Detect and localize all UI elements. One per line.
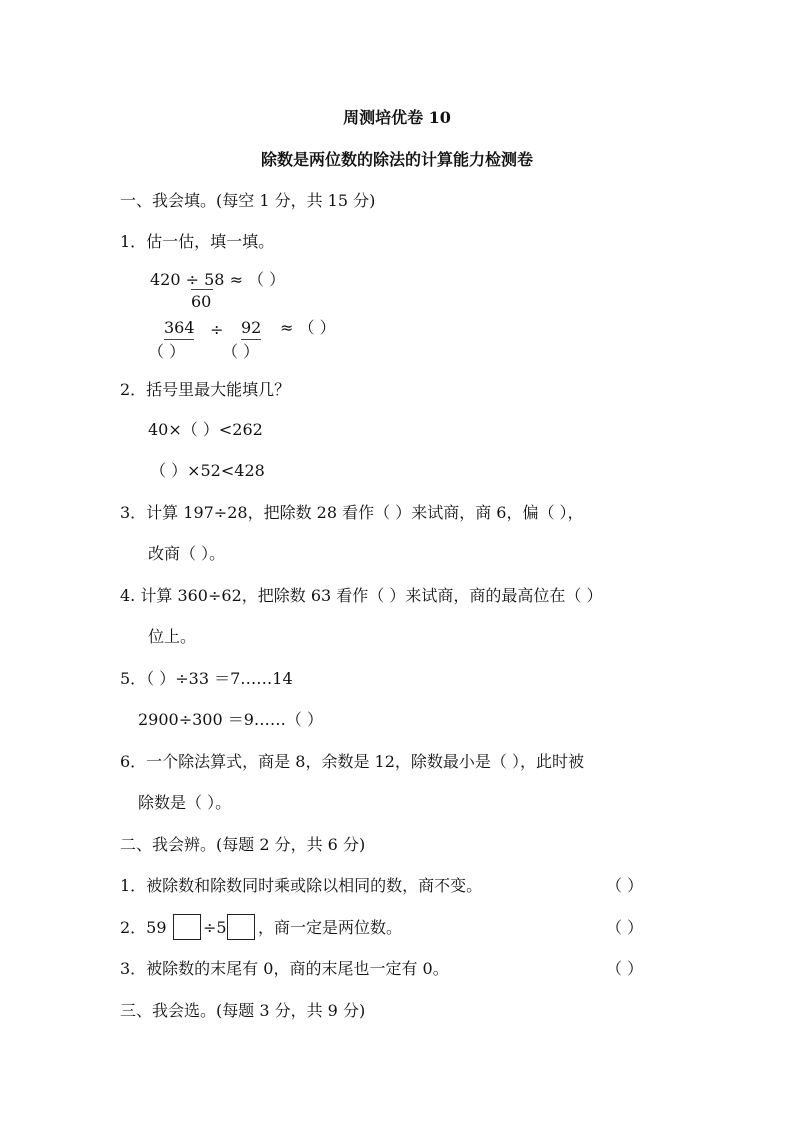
q1-line2-div: ÷ [210,320,224,339]
q1-line2-approx: ≈ （ ） [280,318,336,337]
section-2-heading: 二、我会辨。(每题 2 分，共 6 分) [120,835,366,854]
q4-line1: 4. 计算 360÷62，把除数 63 看作（ ）来试商，商的最高位在（ ） [120,586,603,605]
q1-line2-b: 92 [241,318,262,337]
judge-item-1: 1．被除数和除数同时乘或除以相同的数，商不变。 [120,876,483,895]
page-title: 周测培优卷 10 [343,108,451,127]
q6-line2: 除数是（ ）。 [138,793,232,812]
q1-line2-below-a: （ ） [148,342,186,361]
q4-line2: 位上。 [148,627,197,646]
q1-line1-expr: 420 ÷ 58 ≈ （ ） [150,270,286,289]
q5-line2: 2900÷300 ＝9……（ ） [138,710,324,729]
q1-line2-bar-b [241,339,261,340]
section-1-heading: 一、我会填。(每空 1 分，共 15 分) [120,191,376,210]
judge-answer-1[interactable]: （ ） [606,876,644,895]
judge-item-3: 3．被除数的末尾有 0，商的末尾也一定有 0。 [120,959,449,978]
q1-line1-bar [191,289,213,290]
q2-line2: （ ）×52<428 [150,461,265,480]
judge-item-2c: ，商一定是两位数。 [258,918,403,937]
judge-item-2a: 2．59 [120,918,167,937]
page-subtitle: 除数是两位数的除法的计算能力检测卷 [260,150,533,169]
judge-item-2b: ÷5 [203,918,227,937]
q5-line1: 5．（ ）÷33 ＝7……14 [120,669,293,688]
digit-box-2[interactable] [227,914,255,940]
q6-line1: 6．一个除法算式，商是 8，余数是 12，除数最小是（ ），此时被 [120,752,584,771]
q1-line2-bar-a [164,339,194,340]
q1-line2-below-b: （ ） [222,342,260,361]
judge-answer-3[interactable]: （ ） [606,959,644,978]
q1-line1-below: 60 [191,292,212,311]
q1-line2-a: 364 [164,318,195,337]
digit-box-1[interactable] [173,914,201,940]
judge-answer-2[interactable]: （ ） [606,918,644,937]
q3-line1: 3．计算 197÷28，把除数 28 看作（ ）来试商，商 6，偏（ ）， [120,503,584,522]
q3-line2: 改商（ ）。 [148,544,226,563]
q2-line1: 40×（ ）<262 [148,420,263,439]
q1-label: 1．估一估，填一填。 [120,232,275,251]
q2-label: 2．括号里最大能填几？ [120,380,291,399]
section-3-heading: 三、我会选。(每题 3 分，共 9 分) [120,1001,366,1020]
